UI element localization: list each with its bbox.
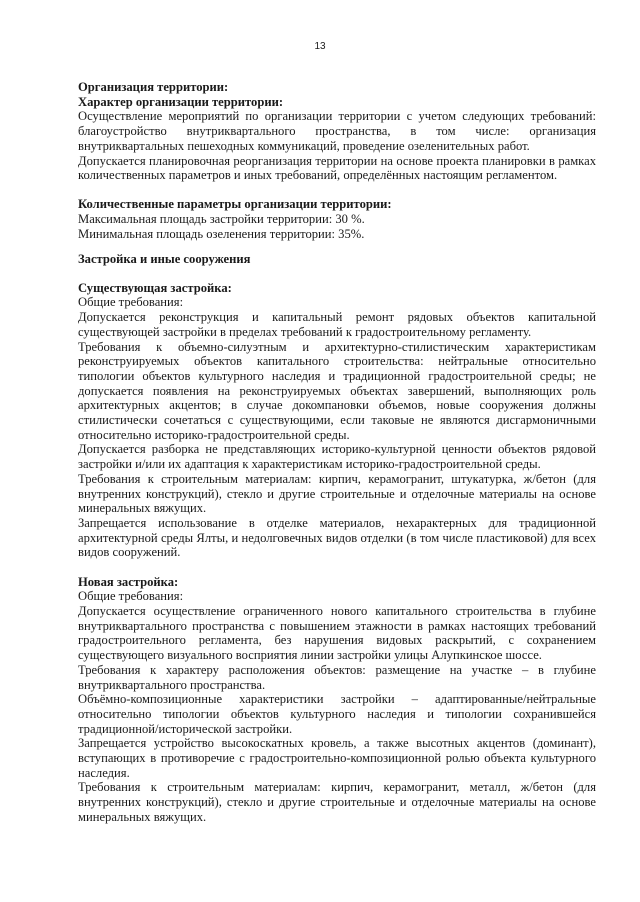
heading-organization: Организация территории: <box>78 80 229 94</box>
paragraph: Запрещается использование в отделке материалов, нехарактерных для традиционной архитектурной среды Ялты, и недолговечных видов отделки (в том числе пластиковой) для всех видов сооружений. <box>78 515 596 560</box>
heading-quantitative-params: Количественные параметры организации территории: <box>78 197 392 212</box>
paragraph: Требования к объемно-силуэтным и архитектурно-стилистическим характеристикам реконструируемых объектов капитального строительства: нейтральные относительно типологии объектов культурного наследия и традиционной градостроительной среды; не допускается появления на реконструируемых объектах завершений, выполняющих роль архитектурных акцентов; в случае докомпановки объемов, новые сооружения должны стилистически сочетаться с существующими, если таковые не являются дисгармоничными относительно историко-градостроительной среды. <box>78 339 596 442</box>
general-requirements-label: Общие требования: <box>78 589 184 604</box>
paragraph: Допускается реконструкция и капитальный ремонт рядовых объектов капитальной существующей застройки в пределах требований к градостроительному регламенту. <box>78 310 596 339</box>
paragraph: Осуществление мероприятий по организации территории с учетом следующих требований: благоустройство внутриквартального пространства, в том числе: организация внутриквартальных пешеходных коммуникаций, проведение озеленительных работ. <box>78 109 596 153</box>
paragraph: Требования к строительным материалам: кирпич, керамогранит, штукатурка, ж/бетон (для внутренних конструкций), стекло и другие строительные и отделочные материалы на основе минеральных вяжущих. <box>78 471 596 516</box>
paragraph: Допускается планировочная реорганизация территории на основе проекта планировки в рамках количественных параметров и иных требований, определённых настоящим регламентом. <box>78 153 596 183</box>
paragraph: Допускается разборка не представляющих историко-культурной ценности объектов рядовой застройки и/или их адаптация к характеристикам историко-градостроительной среды. <box>78 442 596 472</box>
heading-building: Застройка и иные сооружения <box>78 251 251 266</box>
paragraph: Запрещается устройство высокоскатных кровель, а также высотных акцентов (доминант), вступающих в противоречие с градостроительно-композиционной ролью объекта культурного наследия. <box>78 736 596 780</box>
general-requirements-label: Общие требования: <box>78 295 184 310</box>
subheading-organization-character: Характер организации территории: <box>78 94 284 109</box>
heading-existing-building: Существующая застройка: <box>78 280 232 295</box>
paragraph: Объёмно-композиционные характеристики застройки – адаптированные/нейтральные относительно типологии объектов культурного наследия и типологии сохранившейся традиционной/исторической застройки. <box>78 692 596 736</box>
param-line: Максимальная площадь застройки территории: 30 %. <box>78 212 365 227</box>
heading-new-building: Новая застройка: <box>78 574 179 589</box>
document-body <box>78 80 596 825</box>
paragraph: Требования к строительным материалам: кирпич, керамогранит, металл, ж/бетон (для внутренних конструкций), стекло и другие строительные и отделочные материалы на основе минеральных вяжущих. <box>78 780 596 824</box>
page-number: 13 <box>314 41 326 52</box>
paragraph: Допускается осуществление ограниченного нового капитального строительства в глубине внутриквартального пространства с повышением этажности в рамках настоящих требований градостроительного регламента, без нарушения видовых раскрытий, с сохранением существующего визуального восприятия линии застройки улицы Алупкинское шоссе. <box>78 604 596 663</box>
paragraph: Требования к характеру расположения объектов: размещение на участке – в глубине внутриквартального пространства. <box>78 662 596 692</box>
param-line: Минимальная площадь озеленения территории: 35%. <box>78 226 365 241</box>
